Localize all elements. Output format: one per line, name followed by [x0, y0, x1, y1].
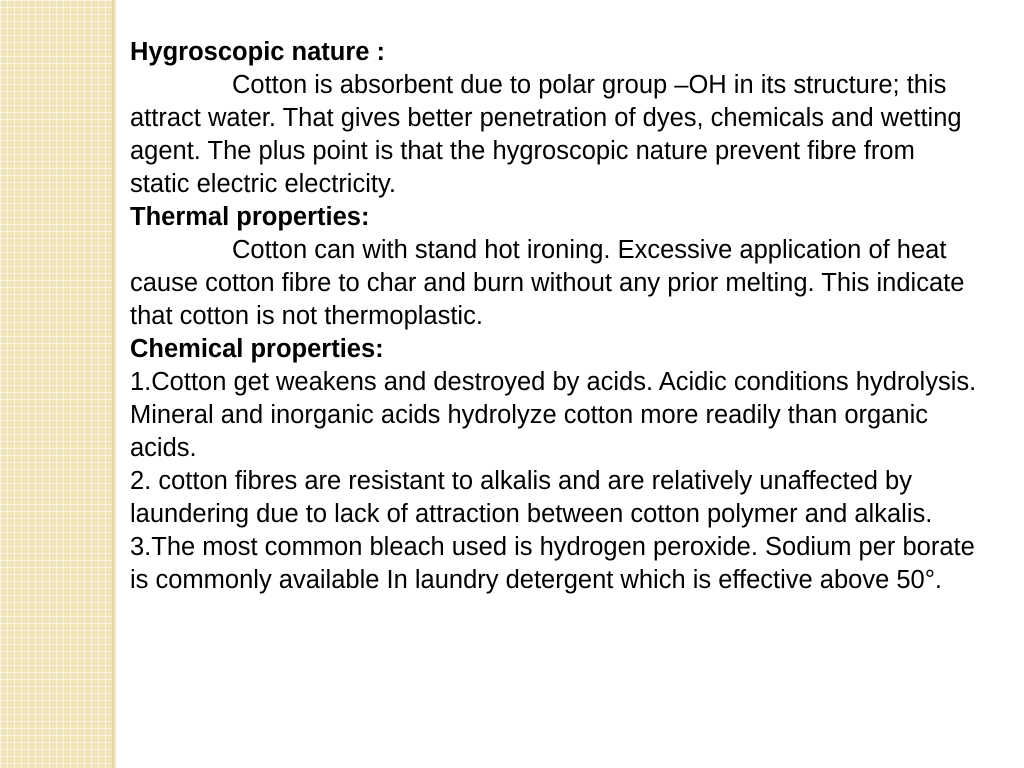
side-band-edge [112, 0, 116, 768]
heading-chemical: Chemical properties: [130, 335, 384, 363]
slide-content [130, 36, 980, 597]
heading-thermal: Thermal properties: [130, 203, 370, 231]
chemical-point-2: 2. cotton fibres are resistant to alkalis and are relatively unaffected by laundering due to lack of attraction between cotton polymer and alkalis. [130, 467, 933, 528]
decorative-side-band [0, 0, 112, 768]
paragraph-thermal: Cotton can with stand hot ironing. Excessive application of heat cause cotton fibre to char and burn without any prior melting. This indicate that cotton is not thermoplastic. [130, 236, 965, 330]
chemical-point-1: 1.Cotton get weakens and destroyed by acids. Acidic conditions hydrolysis. Mineral and inorganic acids hydrolyze cotton more readily than organic acids. [130, 368, 977, 462]
chemical-point-3: 3.The most common bleach used is hydrogen peroxide. Sodium per borate is commonly available In laundry detergent which is effective above 50°. [130, 533, 975, 594]
heading-hygroscopic: Hygroscopic nature : [130, 38, 386, 66]
paragraph-hygroscopic: Cotton is absorbent due to polar group –OH in its structure; this attract water. That gives better penetration of dyes, chemicals and wetting agent. The plus point is that the hygroscopic nature prevent fibre from static electric electricity. [130, 71, 962, 198]
